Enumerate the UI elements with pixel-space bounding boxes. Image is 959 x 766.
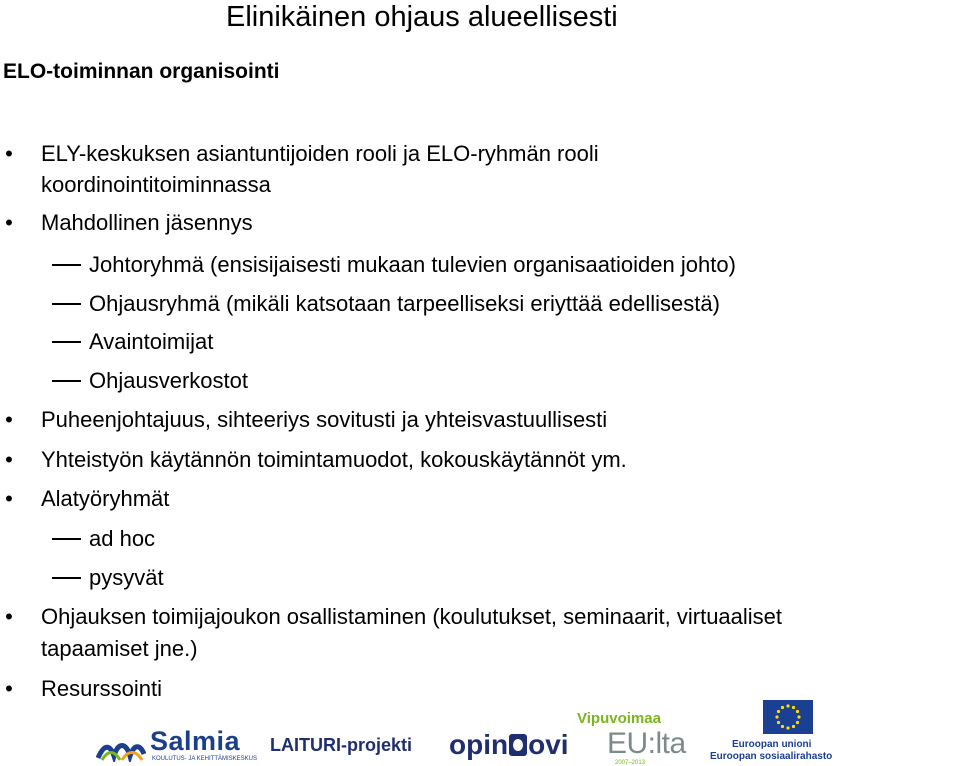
dash-marker (52, 380, 81, 382)
eu-flag-icon (763, 700, 813, 734)
opinovi-text-end: ovi (528, 729, 569, 760)
dash-marker (52, 577, 81, 579)
bullet-marker: • (5, 486, 13, 511)
laituri-logo: LAITURI-projekti (270, 735, 412, 755)
logo-footer (0, 700, 959, 765)
list-item (89, 562, 164, 593)
list-item-text: Ohjausverkostot (89, 368, 248, 393)
esf-name: Euroopan sosiaalirahasto (710, 751, 833, 762)
list-item (89, 288, 720, 319)
dash-marker (52, 264, 81, 266)
bullet-marker: • (5, 141, 13, 166)
bullet-marker: • (5, 447, 13, 472)
salmia-tagline: KOULUTUS- JA KEHITTÄMISKESKUS (152, 756, 258, 762)
list-item-text: Alatyöryhmät (41, 486, 170, 511)
bullet-marker: • (5, 676, 13, 701)
list-item (89, 523, 155, 554)
vipuvoimaa-logo (577, 710, 697, 765)
list-item (5, 601, 783, 632)
dash-marker (52, 303, 81, 305)
opinovi-text-start: opin (449, 729, 509, 760)
vipuvoimaa-heading: Vipuvoimaa (577, 710, 661, 727)
slide-title: Elinikäinen ohjaus alueellisesti (226, 1, 618, 33)
salmia-logo (96, 722, 258, 762)
list-item-text: Avaintoimijat (89, 329, 214, 354)
list-item (5, 404, 608, 435)
salmia-wordmark: Salmia (150, 726, 241, 756)
bullet-marker: • (5, 604, 13, 629)
eu-name: Euroopan unioni (732, 739, 812, 750)
list-item-text: ad hoc (89, 526, 156, 551)
list-item-text: Ohjausryhmä (mikäli katsotaan tarpeelliseksi eriyttää edellisestä) (89, 291, 720, 316)
list-item (41, 169, 271, 200)
eu-logo (702, 700, 842, 765)
bullet-marker: • (5, 407, 13, 432)
list-item-text: Johtoryhmä (ensisijaisesti mukaan tulevien organisaatioiden johto) (89, 252, 736, 277)
list-item-text: pysyvät (89, 565, 164, 590)
list-item (89, 249, 736, 280)
salmia-wave-icon (96, 734, 146, 762)
list-item (89, 326, 213, 357)
list-item-text: koordinointitoiminnassa (41, 172, 271, 197)
door-icon (509, 734, 527, 756)
list-item-text: ELY-keskuksen asiantuntijoiden rooli ja ELO-ryhmän rooli (41, 141, 599, 166)
list-item-text: tapaamiset jne.) (41, 636, 198, 661)
vipuvoimaa-eu-text: EU:lta (607, 727, 686, 760)
list-item-text: Mahdollinen jäsennys (41, 210, 253, 235)
slide-subtitle: ELO-toiminnan organisointi (3, 60, 280, 83)
list-item-text: Puheenjohtajuus, sihteeriys sovitusti ja yhteisvastuullisesti (41, 407, 608, 432)
list-item (89, 365, 248, 396)
dash-marker (52, 341, 81, 343)
list-item (5, 444, 627, 475)
list-item-text: Resurssointi (41, 676, 163, 701)
bullet-marker: • (5, 210, 13, 235)
list-item-text: Ohjauksen toimijajoukon osallistaminen (koulutukset, seminaarit, virtuaaliset (41, 604, 783, 629)
list-item (5, 483, 170, 514)
opinovi-logo (449, 729, 569, 761)
list-item-text: Yhteistyön käytännön toimintamuodot, kokouskäytännöt ym. (41, 447, 627, 472)
list-item (41, 633, 198, 664)
list-item (5, 207, 253, 238)
dash-marker (52, 538, 81, 540)
list-item (5, 138, 599, 169)
vipuvoimaa-years: 2007–2013 (615, 760, 646, 766)
